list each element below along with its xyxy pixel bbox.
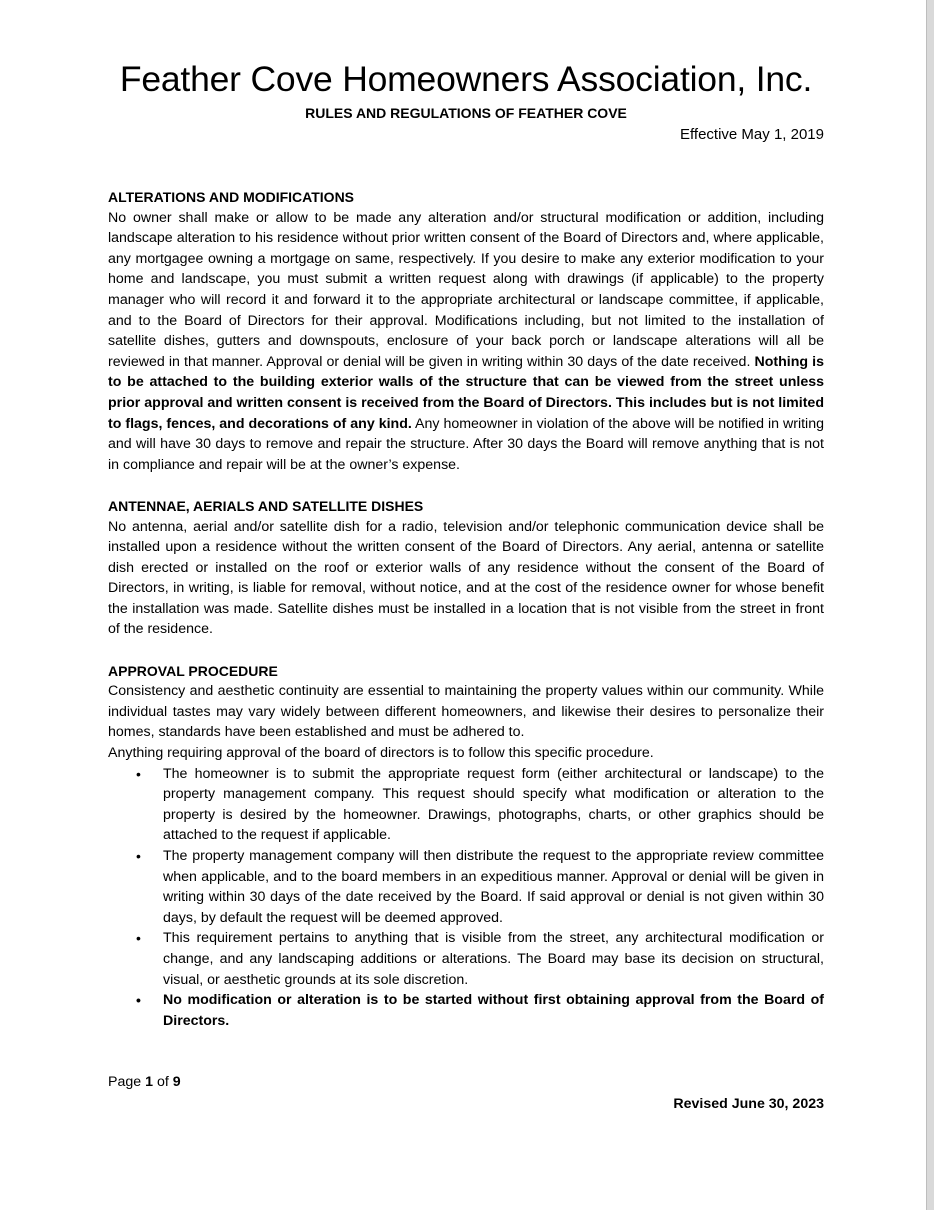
section-heading-antennae: ANTENNAE, AERIALS AND SATELLITE DISHES (108, 497, 424, 514)
page-word: Page (108, 1074, 142, 1090)
revised-date: Revised June 30, 2023 (673, 1096, 824, 1112)
document-body (108, 187, 824, 1031)
document-title: Feather Cove Homeowners Association, Inc. (119, 59, 813, 99)
bullet-text: The homeowner is to submit the appropriate request form (either architectural or landscape) to the property management company. This request should specify what modification or alteration to the property is desired by the homeowner. Drawings, photographs, charts, or other graphics should be attached to the request if applicable. (163, 765, 824, 844)
list-item (108, 764, 824, 846)
bullet-icon: • (136, 848, 141, 864)
approval-lead: Anything requiring approval of the board of directors is to follow this specific procedure. (108, 745, 654, 762)
list-item (108, 990, 824, 1031)
effective-date: Effective May 1, 2019 (680, 126, 824, 143)
list-item (108, 846, 824, 928)
alterations-text-part-2: Any homeowner in violation of the above will be notified in writing and will have 30 days to remove and repair the structure. After 30 days the Board will remove anything that is not in compliance and repair will be at the owner’s expense. (108, 415, 824, 473)
section-text-alterations (108, 208, 824, 476)
section-heading-approval: APPROVAL PROCEDURE (108, 662, 278, 679)
bullet-icon: • (136, 765, 141, 782)
page-current: 1 (145, 1074, 153, 1090)
list-item (108, 928, 824, 990)
document-subtitle: RULES AND REGULATIONS OF FEATHER COVE (305, 105, 627, 121)
page-total: 9 (172, 1074, 181, 1090)
approval-bullet-list (108, 764, 824, 1032)
alterations-text-part-1: No owner shall make or allow to be made any alteration and/or structural modification or addition, including landscape alteration to his residence without prior written consent of the Board of Directors and, where applicable, any mortgagee owning a mortgage on same, respectively. If you desire to make any exterior modification to your home and landscape, you must submit a written request along with drawings (if applicable) to the property manager who will record it and forward it to the appropriate architectural or landscape committee, if applicable, and to the Board of Directors for their approval. Modifications including, but not limited to the installation of satellite dishes, gutters and downspouts, enclosure of your back porch or landscape alterations will all be reviewed in that manner. Approval or denial will be given in writing within 30 days of the date received. (108, 209, 824, 370)
page-number (108, 1072, 181, 1092)
bullet-icon: • (136, 992, 141, 1009)
bullet-text: This requirement pertains to anything that is visible from the street, any architectural modification or change, and any landscaping additions or alterations. The Board may base its decision on structural, visual, or aesthetic grounds at its sole discretion. (163, 930, 824, 988)
section-text-antennae: No antenna, aerial and/or satellite dish for a radio, television and/or telephonic communication device shall be installed upon a residence without the written consent of the Board of Directors. Any aerial, antenna or satellite dish erected or installed on the roof or exterior walls of any residence without the consent of the Board of Directors, in writing, is liable for removal, without notice, and at the cost of the residence owner for whose benefit the installation was made. Satellite dishes must be installed in a location that is not visible from the street in front of the residence. (108, 518, 824, 638)
bullet-icon: • (136, 930, 141, 947)
page-of: of (156, 1074, 169, 1090)
approval-intro: Consistency and aesthetic continuity are essential to maintaining the property values within our community. While individual tastes may vary widely between different homeowners, and likewise their desires to personalize their homes, standards have been established and must be adhered to. (108, 683, 824, 741)
alterations-bold-text: Nothing is to be attached to the building exterior walls of the structure that can be viewed from the street unless prior approval and written consent is received from the Board of Directors. This includes but is not limited to flags, fences, and decorations of any kind. (108, 353, 824, 432)
section-heading-alterations: ALTERATIONS AND MODIFICATIONS (108, 189, 355, 205)
bullet-text: The property management company will then distribute the request to the appropriate review committee when applicable, and to the board members in an expeditious manner. Approval or denial will be given in writing within 30 days of the date received by the Board. If said approval or denial is not given within 30 days, by default the request will be deemed approved. (163, 848, 824, 926)
window-edge (926, 0, 934, 1210)
bullet-text: No modification or alteration is to be started without first obtaining approval from the Board of Directors. (163, 992, 824, 1029)
